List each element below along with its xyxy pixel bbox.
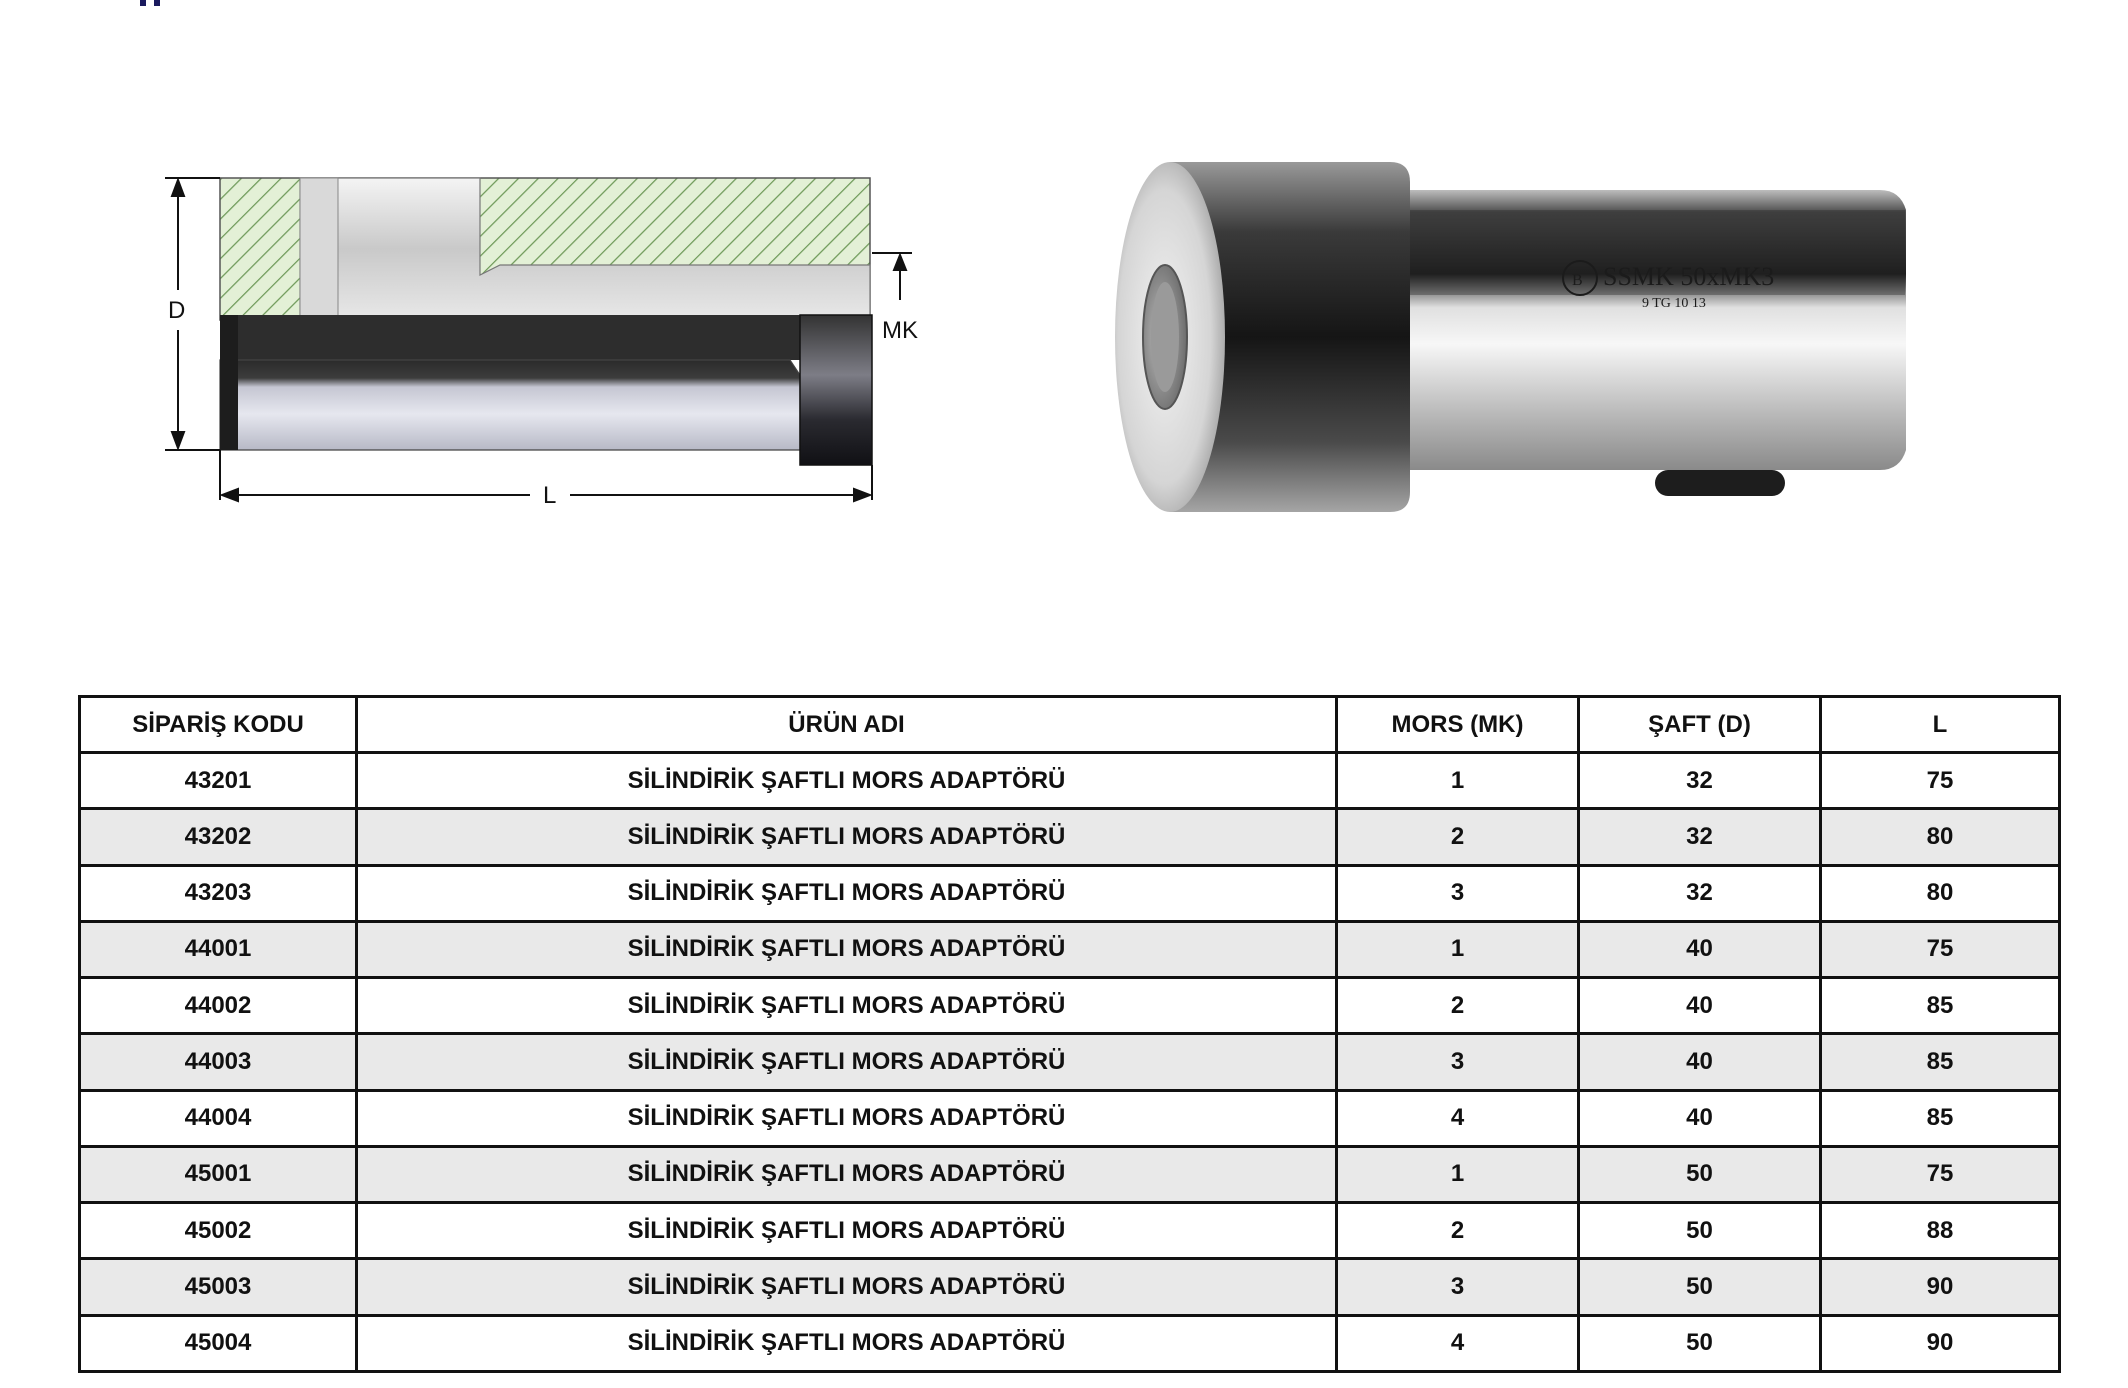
table-row xyxy=(80,1034,2060,1090)
cell-shaft: 50 xyxy=(1579,1315,1821,1371)
header-order-code: SİPARİŞ KODU xyxy=(80,697,357,753)
cell-product-name: SİLİNDİRİK ŞAFTLI MORS ADAPTÖRÜ xyxy=(357,978,1337,1034)
cell-length: 90 xyxy=(1821,1315,2060,1371)
cell-product-name: SİLİNDİRİK ŞAFTLI MORS ADAPTÖRÜ xyxy=(357,865,1337,921)
cell-shaft: 50 xyxy=(1579,1203,1821,1259)
header-morse: MORS (MK) xyxy=(1337,697,1579,753)
cell-morse: 2 xyxy=(1337,978,1579,1034)
cell-order-code: 44003 xyxy=(80,1034,357,1090)
cell-product-name: SİLİNDİRİK ŞAFTLI MORS ADAPTÖRÜ xyxy=(357,1034,1337,1090)
sleeve-band xyxy=(220,315,830,360)
cell-length: 90 xyxy=(1821,1259,2060,1315)
cell-length: 75 xyxy=(1821,753,2060,809)
shaft-body xyxy=(220,360,800,450)
cell-morse: 2 xyxy=(1337,809,1579,865)
header-shaft: ŞAFT (D) xyxy=(1579,697,1821,753)
cell-order-code: 45004 xyxy=(80,1315,357,1371)
dimension-mk xyxy=(872,253,912,300)
cell-order-code: 43202 xyxy=(80,809,357,865)
spec-table xyxy=(78,695,2061,1373)
dimension-mk-label: MK xyxy=(882,317,918,344)
shaft-collar xyxy=(800,315,872,465)
table-row xyxy=(80,865,2060,921)
cell-order-code: 44002 xyxy=(80,978,357,1034)
cell-order-code: 45003 xyxy=(80,1259,357,1315)
cell-length: 88 xyxy=(1821,1203,2060,1259)
cell-product-name: SİLİNDİRİK ŞAFTLI MORS ADAPTÖRÜ xyxy=(357,1090,1337,1146)
cell-morse: 4 xyxy=(1337,1315,1579,1371)
table-row xyxy=(80,1146,2060,1202)
table-header-row xyxy=(80,697,2060,753)
cell-shaft: 40 xyxy=(1579,978,1821,1034)
cell-length: 75 xyxy=(1821,921,2060,977)
cell-shaft: 40 xyxy=(1579,1090,1821,1146)
cell-shaft: 40 xyxy=(1579,921,1821,977)
table-row xyxy=(80,978,2060,1034)
dimension-l-label: L xyxy=(543,482,557,509)
engraving-model: SSMK 50xMK3 xyxy=(1603,262,1775,291)
cell-product-name: SİLİNDİRİK ŞAFTLI MORS ADAPTÖRÜ xyxy=(357,1315,1337,1371)
table-row xyxy=(80,1315,2060,1371)
cell-shaft: 50 xyxy=(1579,1146,1821,1202)
cell-shaft: 32 xyxy=(1579,809,1821,865)
section-drawing xyxy=(150,150,1050,530)
header-length: L xyxy=(1821,697,2060,753)
tang-slot xyxy=(1655,470,1785,496)
cell-length: 80 xyxy=(1821,809,2060,865)
cell-morse: 2 xyxy=(1337,1203,1579,1259)
cell-product-name: SİLİNDİRİK ŞAFTLI MORS ADAPTÖRÜ xyxy=(357,809,1337,865)
cell-product-name: SİLİNDİRİK ŞAFTLI MORS ADAPTÖRÜ xyxy=(357,1203,1337,1259)
cell-product-name: SİLİNDİRİK ŞAFTLI MORS ADAPTÖRÜ xyxy=(357,1146,1337,1202)
cell-morse: 1 xyxy=(1337,921,1579,977)
dimension-d-label: D xyxy=(168,297,186,324)
header-product-name: ÜRÜN ADI xyxy=(357,697,1337,753)
cell-length: 85 xyxy=(1821,1034,2060,1090)
cell-shaft: 32 xyxy=(1579,753,1821,809)
cell-length: 85 xyxy=(1821,1090,2060,1146)
cell-morse: 1 xyxy=(1337,1146,1579,1202)
cell-order-code: 45002 xyxy=(80,1203,357,1259)
cell-product-name: SİLİNDİRİK ŞAFTLI MORS ADAPTÖRÜ xyxy=(357,1259,1337,1315)
table-row xyxy=(80,753,2060,809)
svg-text:B: B xyxy=(1572,272,1583,289)
cell-morse: 3 xyxy=(1337,865,1579,921)
cell-length: 85 xyxy=(1821,978,2060,1034)
cell-product-name: SİLİNDİRİK ŞAFTLI MORS ADAPTÖRÜ xyxy=(357,921,1337,977)
table-row xyxy=(80,809,2060,865)
cell-order-code: 44004 xyxy=(80,1090,357,1146)
cell-product-name: SİLİNDİRİK ŞAFTLI MORS ADAPTÖRÜ xyxy=(357,753,1337,809)
cell-morse: 1 xyxy=(1337,753,1579,809)
table-row xyxy=(80,1259,2060,1315)
cell-morse: 4 xyxy=(1337,1090,1579,1146)
cell-morse: 3 xyxy=(1337,1034,1579,1090)
cell-length: 75 xyxy=(1821,1146,2060,1202)
cell-order-code: 43203 xyxy=(80,865,357,921)
corner-mark xyxy=(140,0,180,6)
table-row xyxy=(80,1203,2060,1259)
product-photo xyxy=(1100,150,1940,530)
cell-order-code: 45001 xyxy=(80,1146,357,1202)
cell-shaft: 32 xyxy=(1579,865,1821,921)
cell-shaft: 50 xyxy=(1579,1259,1821,1315)
table-row xyxy=(80,1090,2060,1146)
engraving-code: 9 TG 10 13 xyxy=(1642,296,1706,311)
cell-order-code: 43201 xyxy=(80,753,357,809)
cell-shaft: 40 xyxy=(1579,1034,1821,1090)
table-row xyxy=(80,921,2060,977)
cell-morse: 3 xyxy=(1337,1259,1579,1315)
cell-length: 80 xyxy=(1821,865,2060,921)
cell-order-code: 44001 xyxy=(80,921,357,977)
